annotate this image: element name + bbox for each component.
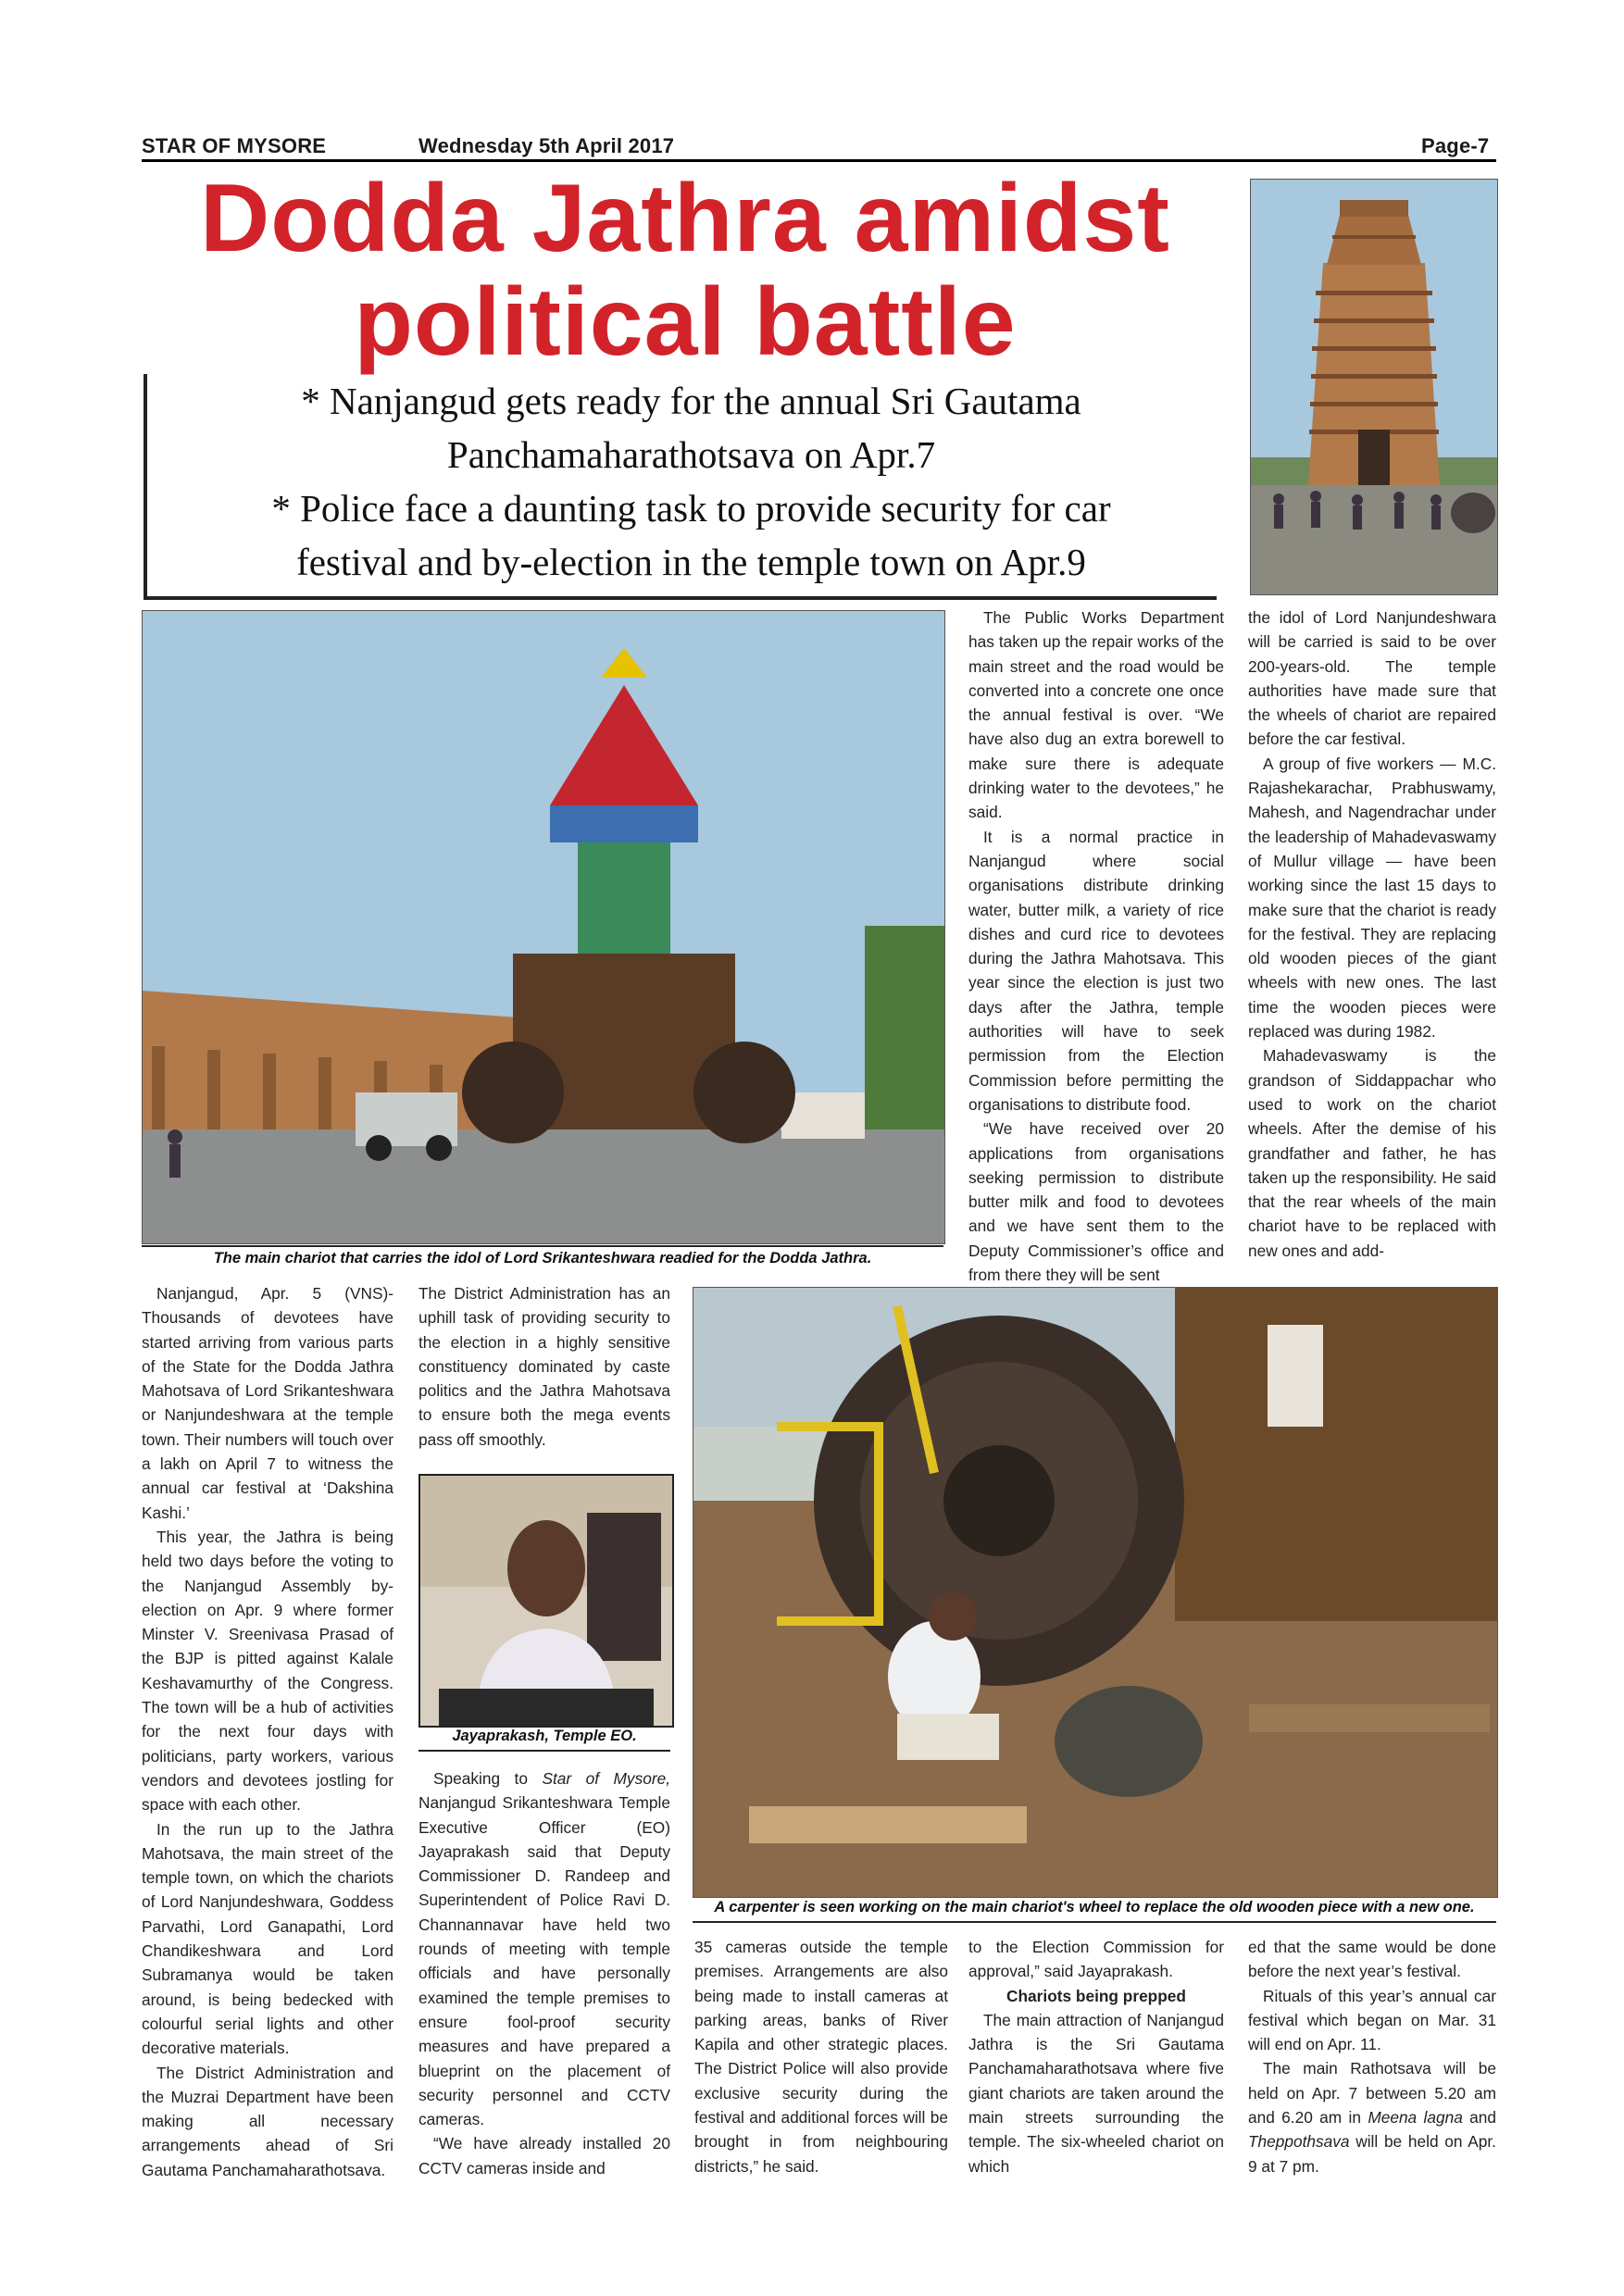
- paragraph: In the run up to the Jathra Mahotsava, the main street of the temple town, on which the chariots of Lord Nanjundeshwara, Goddess Parvathi, Lord Ganapathi, Lord Chandikeshwara and Lord Subramanya would be taken around, is being bedecked with colourful serial lights and other decorative materials.: [142, 1819, 394, 2058]
- text-run: Speaking to: [433, 1769, 543, 1788]
- paragraph: the idol of Lord Nanjundeshwara will be carried is said to be over 200-years-old. The temple authorities have made sure that the wheels of chariot are repaired before the car festival.: [1248, 608, 1496, 749]
- deck-box: [144, 374, 1217, 600]
- paragraph: [1248, 2056, 1496, 2177]
- paragraph: This year, the Jathra is being held two days before the voting to the Nanjangud Assembly by-election on Apr. 9 where former Minster V. Sreenivasa Prasad of the BJP is pitted against Kalale Keshavamurthy of the Congress. The town will be a hub of activities for the next four days with politicians, party workers, various vendors and devotees jostling for space with each other.: [142, 1527, 394, 1815]
- paragraph: It is a normal practice in Nanjangud where social organisations distribute drinking water, butter milk, a variety of rice dishes and curd rice to devotees during the Jathra Mahotsava. This year since the election is just two days after the Jathra, temple authorities will have to seek permission from the Election Commission before permitting the organisations to distribute food.: [968, 827, 1224, 1114]
- paragraph: The main attraction of Nanjangud Jathra is the Sri Gautama Panchamaharathotsava where five giant chariots are taken around the main streets surrounding the temple. The six-wheeled chariot on which: [968, 2010, 1224, 2176]
- chariot-caption: The main chariot that carries the idol of Lord Srikanteshwara readied for the Dodda Jathra.: [213, 1250, 872, 1267]
- paragraph: The District Administration and the Muzrai Department have been making all necessary arrangements ahead of Sri Gautama Panchamaharathotsava.: [142, 2063, 394, 2179]
- portrait-icon: [420, 1476, 672, 1726]
- caption-rule-eo: [418, 1750, 670, 1752]
- headline-line-1: Dodda Jathra amidst: [200, 165, 1170, 272]
- carpenter-caption: A carpenter is seen working on the main chariot's wheel to replace the old wooden piece with a new one.: [714, 1899, 1475, 1915]
- column-2-bottom: [418, 1766, 670, 2180]
- temple-tower-icon: [1251, 180, 1497, 594]
- header-rule: [142, 159, 1496, 162]
- text-run: and: [1462, 2108, 1496, 2128]
- headline: [139, 167, 1231, 374]
- eo-caption: Jayaprakash, Temple EO.: [452, 1728, 637, 1744]
- paragraph: to the Election Commission for approval,” said Jayaprakash.: [968, 1938, 1224, 1981]
- caption-rule-chariot: [142, 1245, 943, 1247]
- temple-tower-photo: [1250, 179, 1498, 595]
- wheel-icon: [693, 1288, 1497, 1897]
- dateline-paragraph: Nanjangud, Apr. 5 (VNS)- Thousands of devotees have started arriving from various parts of the State for the Dodda Jathra Mahotsava of Lord Srikanteshwara or Nanjundeshwara at the temple town. Their numbers will touch over a lakh on April 7 to witness the annual car festival at ‘Dakshina Kashi.’: [142, 1284, 394, 1522]
- paragraph: A group of five workers — M.C. Rajashekarachar, Prabhuswamy, Mahesh, and Nagendrachar under the leadership of Mahadevaswamy of Mullur village — have been working since the last 15 days to make sure that the chariot is ready for the festival. They are replacing old wooden pieces of the giant wheels with new ones. The last time the wooden pieces were replaced was during 1982.: [1248, 754, 1496, 1042]
- chariot-icon: [143, 611, 944, 1243]
- page-number: Page-7: [1421, 134, 1490, 157]
- paragraph: Rituals of this year’s annual car festival which began on Mar. 31 will end on Apr. 11.: [1248, 1986, 1496, 2054]
- issue-date: Wednesday 5th April 2017: [418, 134, 675, 157]
- italic-term: Meena lagna: [1368, 2108, 1463, 2128]
- publication-name: Star of Mysore,: [542, 1769, 670, 1788]
- deck-line-4: festival and by-election in the temple town on Apr.9: [296, 541, 1086, 583]
- column-3: [694, 1935, 948, 2178]
- italic-term: Theppothsava: [1248, 2132, 1350, 2152]
- paragraph: [418, 1766, 670, 2131]
- text-run: Nanjangud Srikanteshwara Temple Executive Officer (EO) Jayaprakash said that Deputy Commissioner D. Randeep and Superintendent of Police Ravi D. Channannavar have held two rounds of meeting with temple officials and have personally examined the temple premises to ensure fool-proof security measures and have prepared a blueprint on the placement of security personnel and CCTV cameras.: [418, 1793, 670, 2129]
- paragraph: The Public Works Department has taken up the repair works of the main street and the road would be converted into a concrete one once the annual festival is over. “We have also dug an extra borewell to make sure there is adequate drinking water to the devotees,” he said.: [968, 608, 1224, 822]
- subhead: Chariots being prepped: [1006, 1986, 1186, 2005]
- wheel-photo: [693, 1287, 1498, 1898]
- caption-rule-carpenter: [693, 1921, 1496, 1923]
- column-2-top: [418, 1281, 670, 1452]
- text-run: The main Rathotsava will be held on Apr. 7 between 5.20 am and 6.20 am in: [1248, 2059, 1496, 2128]
- column-4-bottom: [968, 1935, 1224, 2178]
- column-4-top: [968, 605, 1224, 1287]
- deck-line-2: Panchamaharathotsava on Apr.7: [446, 433, 936, 476]
- chariot-photo: [142, 610, 945, 1244]
- column-5-top: [1248, 605, 1496, 1263]
- column-1: [142, 1281, 394, 2182]
- column-5-bottom: [1248, 1935, 1496, 2178]
- deck-line-1: * Nanjangud gets ready for the annual Sri Gautama: [301, 380, 1081, 422]
- paragraph: “We have already installed 20 CCTV cameras inside and: [418, 2134, 670, 2177]
- paragraph: ed that the same would be done before the next year’s festival.: [1248, 1938, 1496, 1981]
- paragraph: The District Administration has an uphill task of providing security to the election in a highly sensitive constituency dominated by caste politics and the Jathra Mahotsava to ensure both the mega events pass off smoothly.: [418, 1284, 670, 1449]
- portrait-photo: [418, 1474, 674, 1728]
- paragraph: Mahadevaswamy is the grandson of Siddappachar who used to work on the chariot wheels. After the demise of his grandfather and father, he has taken up the responsibility. He said that the rear wheels of the main chariot have to be replaced with new ones and add-: [1248, 1046, 1496, 1260]
- headline-line-2: political battle: [354, 268, 1017, 376]
- paragraph: 35 cameras outside the temple premises. Arrangements are also being made to install cameras at parking areas, banks of River Kapila and other strategic places. The District Police will also provide exclusive security during the festival and additional forces will be brought in from neighbouring districts,” he said.: [694, 1938, 948, 2176]
- deck-line-3: * Police face a daunting task to provide security for car: [271, 487, 1111, 530]
- paper-name: STAR OF MYSORE: [142, 134, 327, 157]
- deck-text: [147, 374, 1217, 589]
- text-run: will be held on Apr. 9 at 7 pm.: [1248, 2132, 1496, 2176]
- paragraph: “We have received over 20 applications from organisations seeking permission to distribute butter milk and food to devotees and we have sent them to the Deputy Commissioner’s office and from there they will be sent: [968, 1119, 1224, 1285]
